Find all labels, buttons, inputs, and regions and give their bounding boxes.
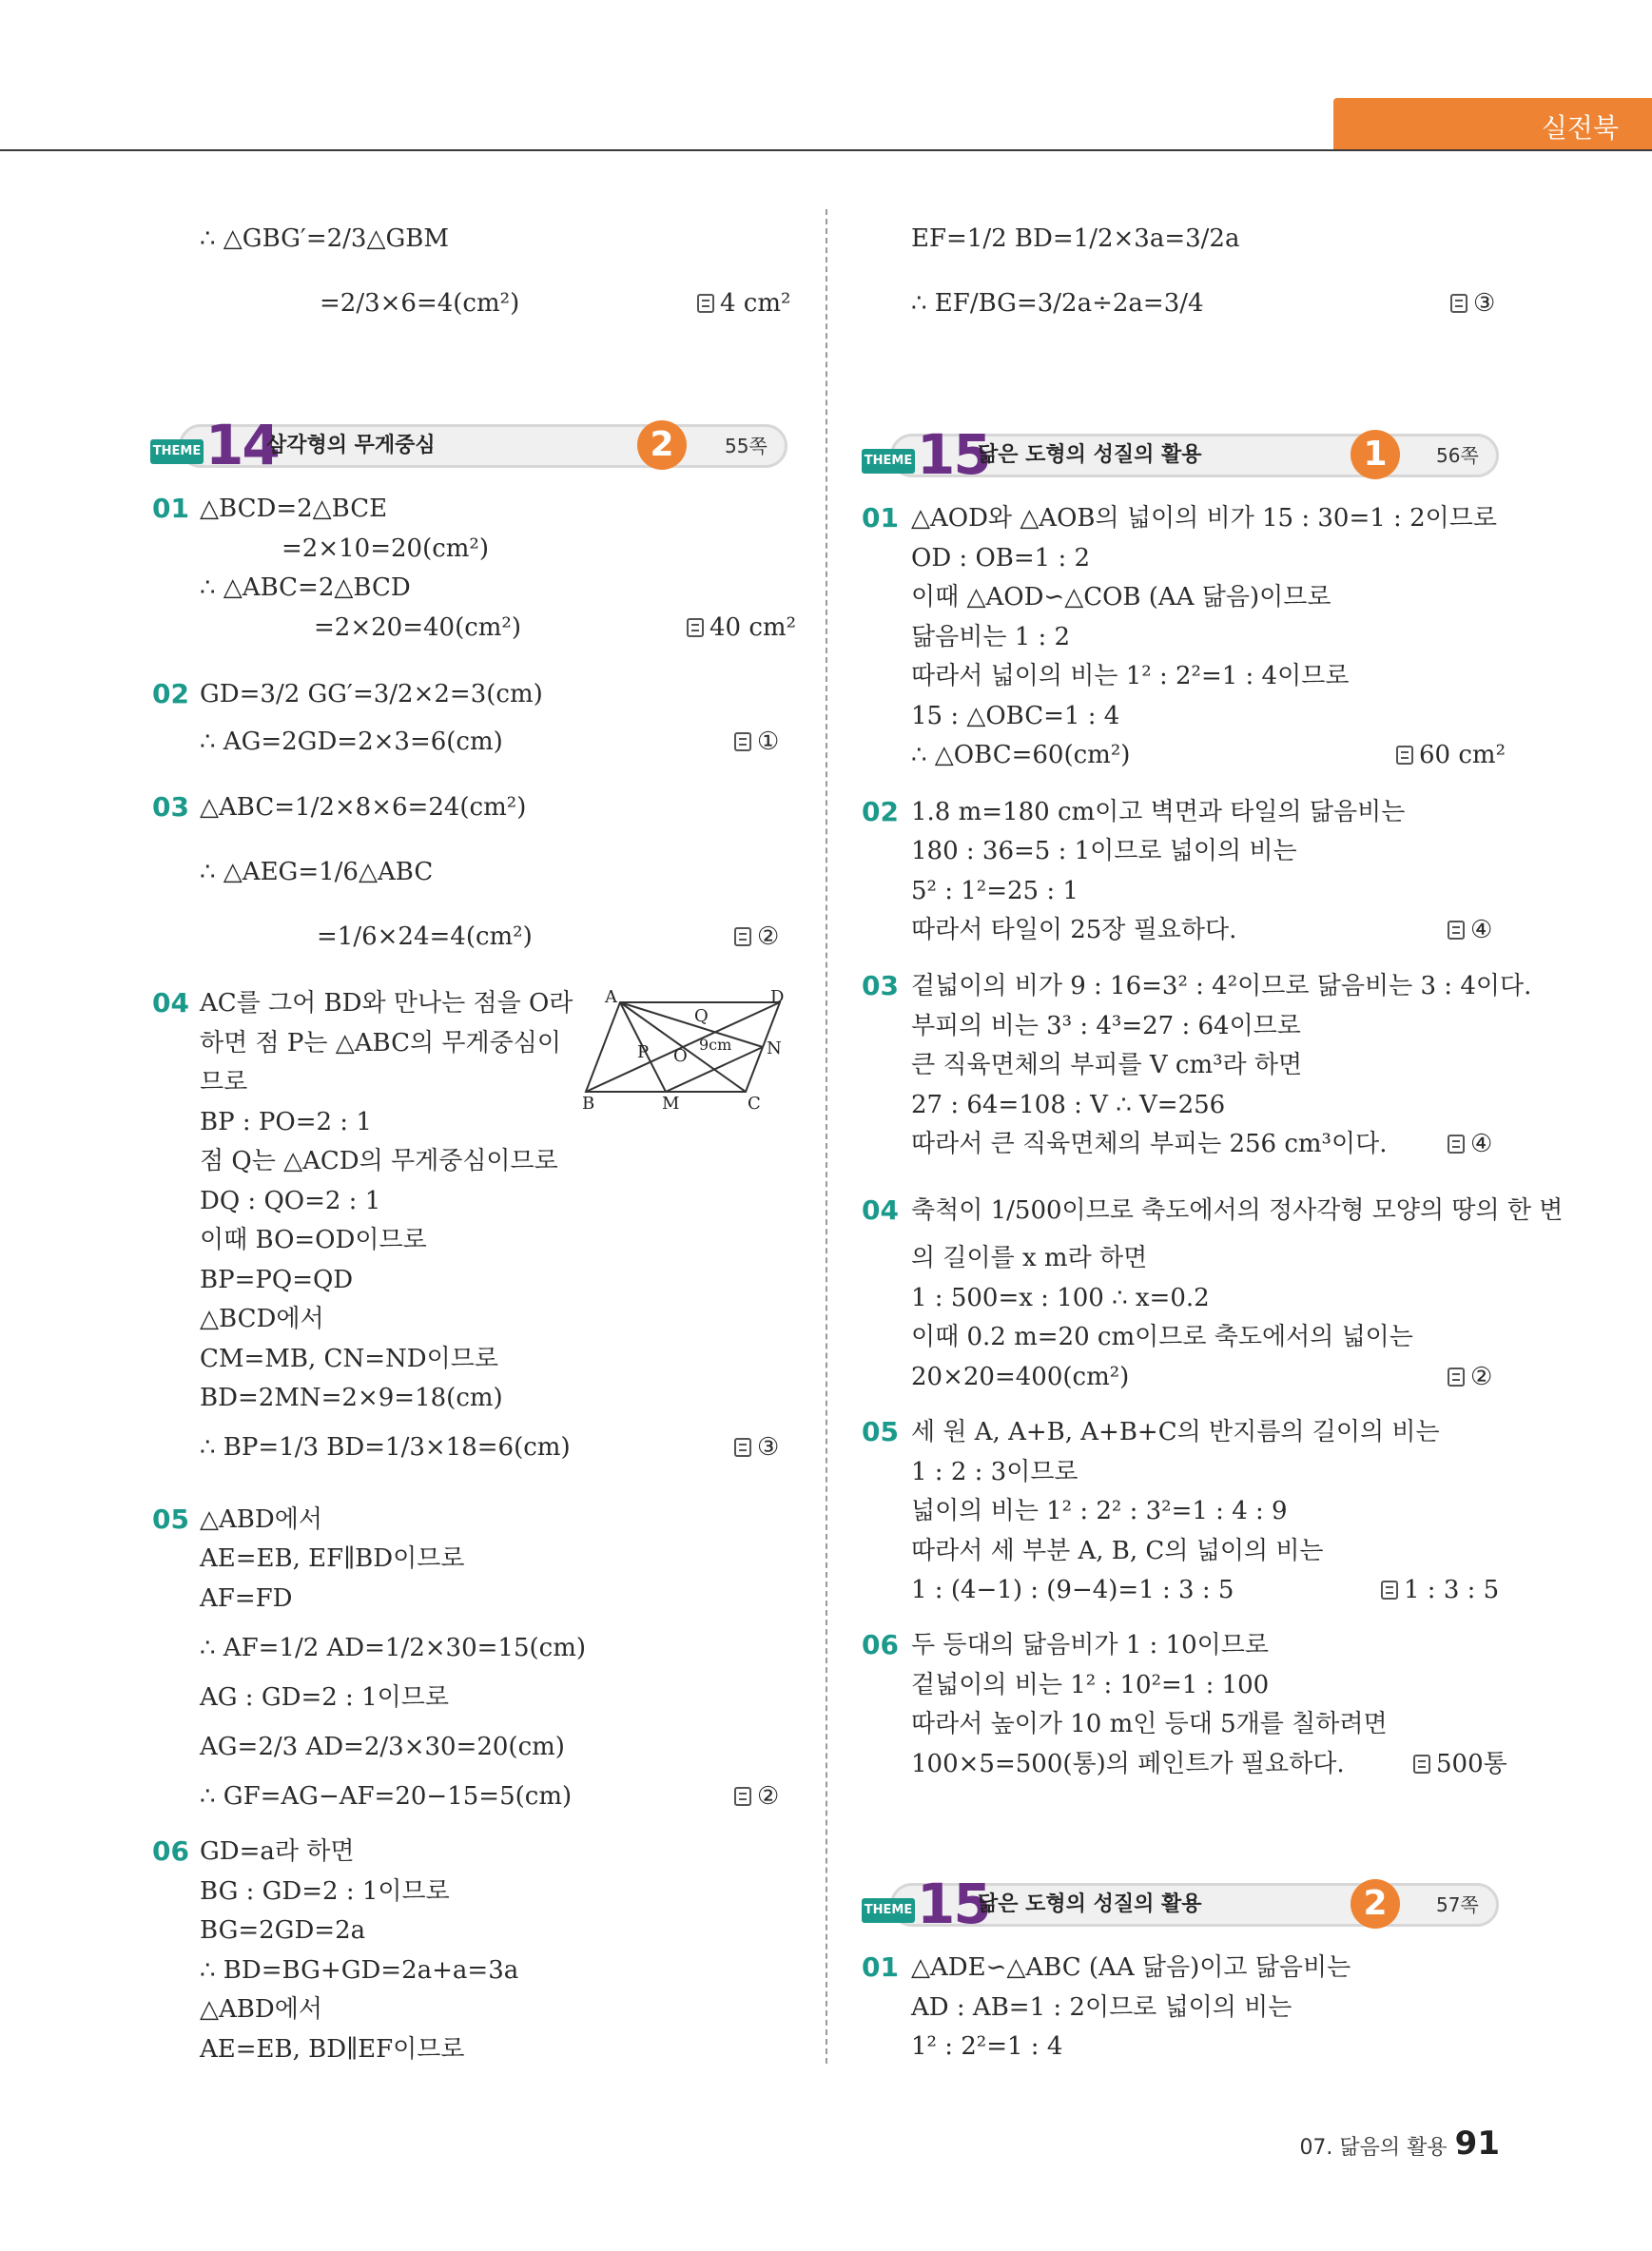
page-ref: 57쪽 [1436,1893,1479,1916]
text-line: AG=2/3 AD=2/3×30=20(cm) [200,1733,565,1761]
answer [1413,1748,1507,1780]
label-n: N [767,1038,782,1058]
text-line: △AOD와 △AOB의 넓이의 비가 15 : 30=1 : 2이므로 [911,504,1497,533]
text-line: 점 Q는 △ACD의 무게중심이므로 [200,1147,558,1175]
text-line: 180 : 36=5 : 1이므로 넓이의 비는 [911,837,1297,865]
label-a: A [605,987,617,1007]
text-line: ∴ AG=2GD=2×3=6(cm) [200,728,503,756]
theme-title: 닮은 도형의 성질의 활용 [978,443,1202,467]
text-line: 1 : 2 : 3이므로 [911,1458,1079,1486]
text-line: AC를 그어 BD와 만나는 점을 O라 [200,989,573,1018]
answer-icon [1448,1368,1465,1387]
answer [734,726,779,758]
text-line: =2×10=20(cm²) [282,534,489,563]
theme-number: 14 [205,413,279,477]
text-line: GD=a라 하면 [200,1837,355,1866]
label-c: C [748,1094,761,1111]
text-line: △ABD에서 [200,1505,322,1534]
text-line: 큰 직육면체의 부피를 V cm³라 하면 [911,1051,1303,1079]
item-number: 03 [152,791,189,823]
text-line: BP : PO=2 : 1 [200,1108,372,1136]
text-line: 겉넓이의 비가 9 : 16=3² : 4²이므로 닮음비는 3 : 4이다. [911,972,1532,1000]
text-line: △ABD에서 [200,1995,322,2024]
answer-text: ② [757,1782,780,1811]
answer [734,1780,779,1813]
text-line: 의 길이를 x m라 하면 [911,1244,1148,1272]
answer-text: ③ [757,1433,780,1462]
answer-icon [734,732,751,751]
text-line: 따라서 큰 직육면체의 부피는 256 cm³이다. [911,1130,1388,1158]
text-line: ∴ △GBG′=2/3△GBM [200,224,449,253]
answer [734,921,779,953]
text-line: AF=FD [200,1584,293,1613]
answer [697,287,790,320]
page-ref: 55쪽 [725,435,768,457]
text-line: △ADE∽△ABC (AA 닮음)이고 닮음비는 [911,1953,1351,1982]
item-number: 04 [862,1194,899,1226]
item-number: 06 [152,1835,189,1867]
figure-svg [582,987,791,1111]
round-badge [637,420,687,470]
answer [1448,1361,1492,1393]
text-line: ∴ △OBC=60(cm²) [911,741,1131,769]
answer-text: ① [757,728,780,756]
answer-icon [687,618,704,637]
line-an [620,1002,763,1047]
theme-title: 삼각형의 무게중심 [266,434,436,457]
answer-text: ④ [1470,916,1493,944]
section-tab-label: 실전북 [1541,112,1619,144]
answer-icon [697,294,714,313]
text-line: ∴ △ABC=2△BCD [200,573,411,602]
answer-icon [1381,1581,1398,1600]
text-line: 부피의 비는 3³ : 4³=27 : 64이므로 [911,1012,1301,1040]
answer-icon [1396,746,1413,765]
column-divider [826,209,827,2064]
item-number: 01 [862,502,899,534]
text-line: △BCD=2△BCE [200,495,388,523]
text-line: 이때 0.2 m=20 cm이므로 축도에서의 넓이는 [911,1323,1413,1351]
text-line: 1 : (4−1) : (9−4)=1 : 3 : 5 [911,1576,1234,1604]
answer-icon [1448,1135,1465,1154]
item-number: 01 [862,1951,899,1983]
text-line: 5² : 1²=25 : 1 [911,877,1079,905]
text-line: ∴ BD=BG+GD=2a+a=3a [200,1956,519,1985]
text-line: BP=PQ=QD [200,1266,354,1294]
text-line: 따라서 높이가 10 m인 등대 5개를 칠하려면 [911,1710,1388,1738]
answer-text: ② [757,922,780,951]
text-line: ∴ BP=1/3 BD=1/3×18=6(cm) [200,1433,571,1462]
label-m: M [662,1094,680,1111]
text-line: 15 : △OBC=1 : 4 [911,702,1120,730]
theme-15-round2-header [862,1872,1499,1936]
text-line: 두 등대의 닮음비가 1 : 10이므로 [911,1631,1269,1659]
label-d: D [770,987,785,1007]
label-q: Q [694,1006,709,1026]
answer [1448,914,1492,946]
text-line: 따라서 타일이 25장 필요하다. [911,916,1237,944]
text-line: 1.8 m=180 cm이고 벽면과 타일의 닮음비는 [911,798,1406,826]
theme-title: 닮은 도형의 성질의 활용 [978,1892,1202,1916]
text-line: AE=EB, BD∥EF이므로 [200,2035,465,2064]
answer [734,1431,779,1464]
answer-text: ④ [1470,1130,1493,1158]
theme-badge: THEME [862,449,915,474]
text-line: 20×20=400(cm²) [911,1363,1130,1391]
theme-14-header [150,413,787,477]
label-b: B [582,1094,595,1111]
header-rule [0,149,1652,151]
answer-icon [1448,921,1465,940]
item-number: 04 [152,987,189,1019]
answer [687,611,796,644]
answer [1450,287,1495,320]
answer [1396,739,1506,771]
answer-text: ③ [1473,289,1496,318]
text-line: OD : OB=1 : 2 [911,544,1091,572]
item-number: 02 [862,796,899,827]
text-line: 세 원 A, A+B, A+B+C의 반지름의 길이의 비는 [911,1418,1440,1446]
text-line: 겉넓이의 비는 1² : 10²=1 : 100 [911,1671,1270,1699]
theme-badge: THEME [862,1898,915,1923]
text-line: 하면 점 P는 △ABC의 무게중심이 [200,1029,561,1058]
text-line: 축척이 1/500이므로 축도에서의 정사각형 모양의 땅의 한 변 [911,1196,1564,1225]
text-line: ∴ △AEG=1/6△ABC [200,858,434,886]
answer [1448,1128,1492,1160]
round-number: 2 [650,425,674,464]
label-p: P [637,1042,650,1062]
text-line: =1/6×24=4(cm²) [317,922,533,951]
answer [1381,1574,1499,1606]
item-number: 06 [862,1629,899,1660]
page-number: 91 [1454,2125,1500,2163]
answer-text: 60 cm² [1419,741,1506,769]
text-line: 넓이의 비는 1² : 2² : 3²=1 : 4 : 9 [911,1497,1288,1525]
answer-text: 500통 [1436,1750,1507,1778]
round-badge [1351,1879,1400,1929]
theme-15-round1-header [862,422,1499,487]
text-line: CM=MB, CN=ND이므로 [200,1345,498,1373]
round-number: 1 [1363,435,1388,474]
answer-icon [734,1438,751,1457]
answer-icon [1450,294,1467,313]
text-line: AG : GD=2 : 1이므로 [200,1683,449,1712]
label-9cm: 9cm [699,1036,732,1054]
theme-number: 15 [917,1872,990,1936]
answer-icon [1413,1755,1430,1774]
text-line: 닮음비는 1 : 2 [911,623,1071,651]
text-line: DQ : QO=2 : 1 [200,1187,381,1215]
text-line: 27 : 64=108 : V ∴ V=256 [911,1091,1226,1119]
item-number: 05 [152,1504,189,1535]
text-line: 1² : 2²=1 : 4 [911,2032,1063,2061]
text-line: 따라서 세 부분 A, B, C의 넓이의 비는 [911,1537,1324,1565]
text-line: ∴ AF=1/2 AD=1/2×30=15(cm) [200,1634,587,1662]
text-line: 100×5=500(통)의 페인트가 필요하다. [911,1750,1345,1778]
text-line: EF=1/2 BD=1/2×3a=3/2a [911,224,1240,253]
text-line: BD=2MN=2×9=18(cm) [200,1384,503,1412]
theme-number: 15 [917,422,990,487]
text-line: 므로 [200,1068,248,1096]
text-line: AE=EB, EF∥BD이므로 [200,1544,465,1573]
item-number: 03 [862,970,899,1001]
page-ref: 56쪽 [1436,444,1479,467]
text-line: 이때 BO=OD이므로 [200,1226,427,1254]
text-line: BG : GD=2 : 1이므로 [200,1877,450,1906]
answer-text: ② [1470,1363,1493,1391]
text-line: 1 : 500=x : 100 ∴ x=0.2 [911,1284,1210,1312]
text-line: ∴ EF/BG=3/2a÷2a=3/4 [911,289,1204,318]
answer-text: 4 cm² [720,289,791,318]
text-line: AD : AB=1 : 2이므로 넓이의 비는 [911,1993,1292,2022]
item-number: 01 [152,493,189,524]
chapter-title: 07. 닮음의 활용 [1299,2136,1448,2160]
parallelogram-figure [582,987,791,1117]
text-line: ∴ GF=AG−AF=20−15=5(cm) [200,1782,573,1811]
text-line: BG=2GD=2a [200,1916,366,1945]
text-line: △ABC=1/2×8×6=24(cm²) [200,793,527,822]
section-tab [1333,98,1652,149]
text-line: △BCD에서 [200,1305,324,1333]
answer-text: 1 : 3 : 5 [1404,1576,1500,1604]
round-number: 2 [1363,1884,1388,1923]
round-badge [1351,430,1400,479]
text-line: =2/3×6=4(cm²) [320,289,520,318]
answer-icon [734,927,751,946]
page-footer [1299,2125,1500,2163]
text-line: GD=3/2 GG′=3/2×2=3(cm) [200,680,543,708]
text-line: 이때 △AOD∽△COB (AA 닮음)이므로 [911,583,1331,611]
text-line: 따라서 넓이의 비는 1² : 2²=1 : 4이므로 [911,662,1350,690]
text-line: =2×20=40(cm²) [314,613,521,642]
label-o: O [673,1046,688,1066]
theme-badge: THEME [150,439,204,464]
answer-icon [734,1787,751,1806]
answer-text: 40 cm² [709,613,796,642]
item-number: 05 [862,1416,899,1447]
item-number: 02 [152,678,189,709]
